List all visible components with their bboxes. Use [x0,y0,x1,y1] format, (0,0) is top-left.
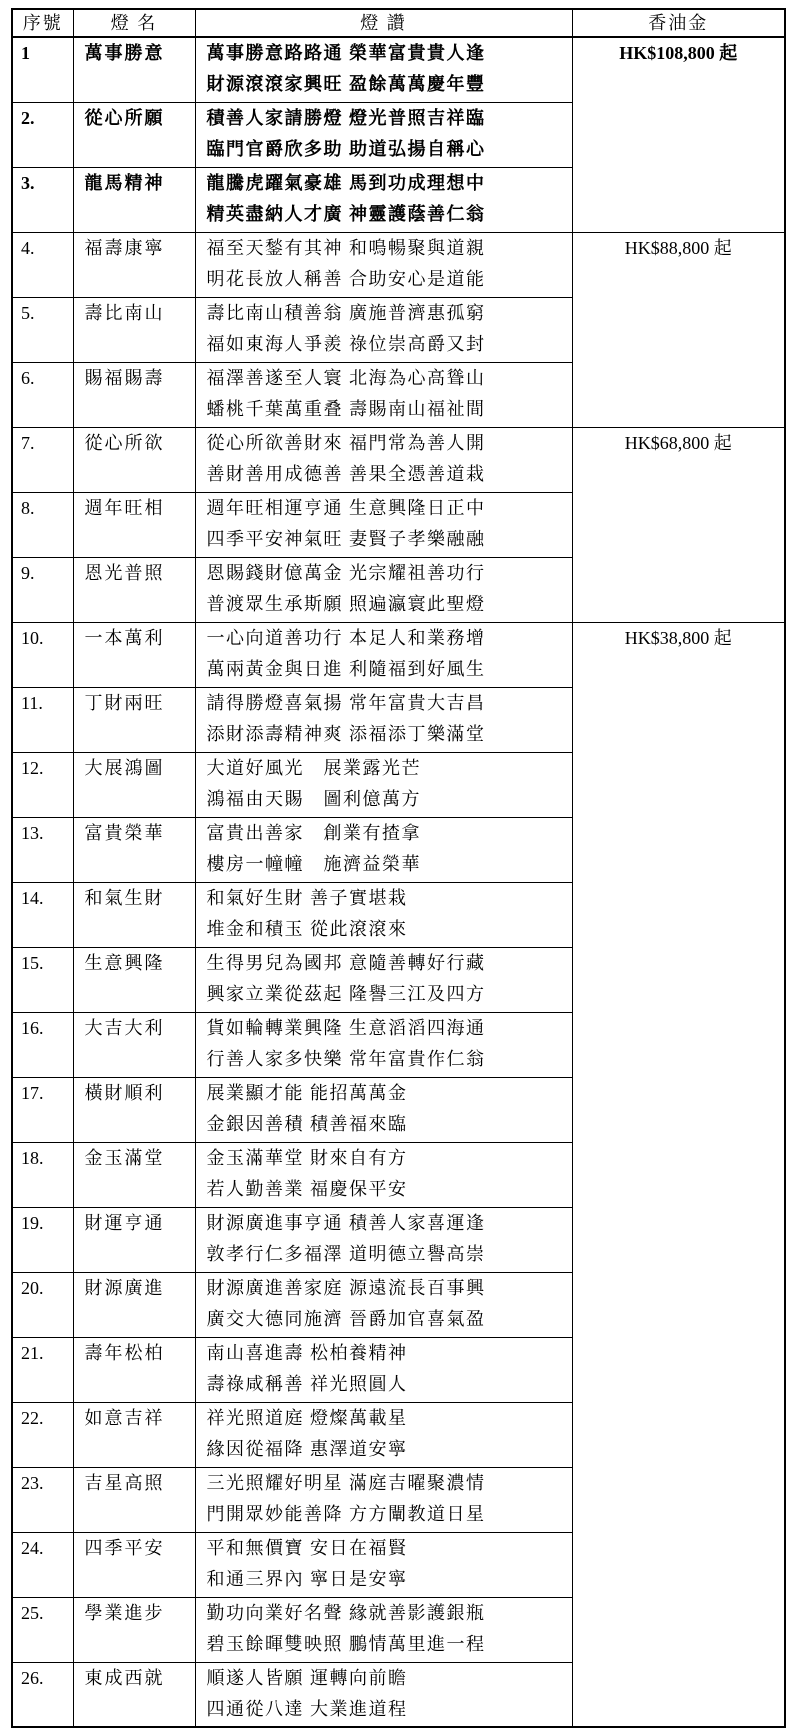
row-number: 25. [12,1597,73,1662]
lantern-verse [195,427,572,492]
lantern-verse [195,297,572,362]
row-number: 21. [12,1337,73,1402]
offering-price: HK$88,800 起 [572,232,785,427]
lantern-name: 壽年松柏 [73,1337,195,1402]
lantern-name: 金玉滿堂 [73,1142,195,1207]
row-number: 2. [12,102,73,167]
row-number: 13. [12,817,73,882]
verse-line: 金玉滿華堂 財來自有方 [206,1147,408,1168]
lantern-name: 財源廣進 [73,1272,195,1337]
verse-line: 展業顯才能 能招萬萬金 [206,1082,408,1103]
verse-line: 萬事勝意路路通 榮華富貴貴人逢 [206,43,486,63]
row-number: 3. [12,167,73,232]
verse-line: 萬兩黃金與日進 利隨福到好風生 [206,658,486,679]
lantern-name: 和氣生財 [73,882,195,947]
lantern-verse [195,557,572,622]
verse-line: 週年旺相運亨通 生意興隆日正中 [206,497,486,518]
verse-line: 樓房一幢幢 施濟益榮華 [206,853,421,874]
verse-line: 鴻福由天賜 圖利億萬方 [206,788,421,809]
row-number: 9. [12,557,73,622]
lantern-name: 大展鴻圖 [73,752,195,817]
verse-line: 一心向道善功行 本足人和業務增 [206,627,486,648]
lantern-verse [195,1337,572,1402]
verse-line: 臨門官爵欣多助 助道弘揚自稱心 [206,138,486,159]
verse-line: 精英盡納人才廣 神靈護蔭善仁翁 [206,203,486,224]
lantern-name: 一本萬利 [73,622,195,687]
verse-line: 順遂人皆願 運轉向前瞻 [206,1667,408,1688]
verse-line: 三光照耀好明星 滿庭吉曜聚濃情 [206,1472,486,1493]
lantern-name: 壽比南山 [73,297,195,362]
lantern-name: 學業進步 [73,1597,195,1662]
lantern-name: 四季平安 [73,1532,195,1597]
lantern-name: 福壽康寧 [73,232,195,297]
lantern-verse [195,947,572,1012]
row-number: 15. [12,947,73,1012]
lantern-name: 富貴榮華 [73,817,195,882]
table-row [12,427,785,492]
verse-line: 堆金和積玉 從此滾滾來 [206,918,408,939]
lantern-verse [195,882,572,947]
verse-line: 生得男兒為國邦 意隨善轉好行藏 [206,952,486,973]
row-number: 19. [12,1207,73,1272]
lantern-verse [195,622,572,687]
lantern-verse [195,1467,572,1532]
lantern-verse [195,1662,572,1727]
lantern-verse [195,817,572,882]
row-number: 1 [12,37,73,102]
verse-line: 緣因從福降 惠澤道安寧 [206,1438,408,1459]
verse-line: 財源滾滾家興旺 盈餘萬萬慶年豐 [206,74,486,94]
row-number: 20. [12,1272,73,1337]
verse-line: 平和無價寶 安日在福賢 [206,1537,408,1558]
lantern-name: 萬事勝意 [73,37,195,102]
lantern-name: 丁財兩旺 [73,687,195,752]
lantern-name: 週年旺相 [73,492,195,557]
lantern-name: 東成西就 [73,1662,195,1727]
lantern-verse [195,1077,572,1142]
row-number: 7. [12,427,73,492]
lantern-name: 吉星高照 [73,1467,195,1532]
verse-line: 行善人家多快樂 常年富貴作仁翁 [206,1048,486,1069]
header-lantern-name: 燈 名 [73,9,195,37]
verse-line: 壽祿咸稱善 祥光照圓人 [206,1373,408,1394]
lantern-verse [195,362,572,427]
lantern-name: 橫財順利 [73,1077,195,1142]
table-row [12,232,785,297]
lantern-name: 從心所欲 [73,427,195,492]
lantern-name: 生意興隆 [73,947,195,1012]
row-number: 8. [12,492,73,557]
row-number: 5. [12,297,73,362]
lantern-verse [195,492,572,557]
verse-line: 蟠桃千葉萬重叠 壽賜南山福祉間 [206,398,486,419]
lantern-price-table [11,8,786,1728]
verse-line: 敦孝行仁多福澤 道明德立譽高崇 [206,1243,486,1264]
verse-line: 添財添壽精神爽 添福添丁樂滿堂 [206,723,486,744]
lantern-verse [195,1532,572,1597]
verse-line: 普渡眾生承斯願 照遍瀛寰此聖燈 [206,593,486,614]
verse-line: 和通三界內 寧日是安寧 [206,1568,408,1589]
lantern-verse [195,37,572,102]
verse-line: 碧玉餘暉雙映照 鵬情萬里進一程 [206,1633,486,1654]
verse-line: 廣交大德同施濟 晉爵加官喜氣盈 [206,1308,486,1329]
header-lantern-verse: 燈 讚 [195,9,572,37]
verse-line: 福澤善遂至人寰 北海為心高聳山 [206,367,486,388]
verse-line: 四季平安神氣旺 妻賢子孝樂融融 [206,528,486,549]
verse-line: 南山喜進壽 松柏養精神 [206,1342,408,1363]
verse-line: 勤功向業好名聲 緣就善影護銀瓶 [206,1602,486,1623]
verse-line: 福至天鍫有其神 和鳴暢聚與道親 [206,237,486,258]
row-number: 4. [12,232,73,297]
header-offering: 香油金 [572,9,785,37]
row-number: 22. [12,1402,73,1467]
verse-line: 壽比南山積善翁 廣施普濟惠孤窮 [206,302,486,323]
verse-line: 龍騰虎躍氣豪雄 馬到功成理想中 [206,172,486,193]
row-number: 24. [12,1532,73,1597]
row-number: 11. [12,687,73,752]
lantern-name: 從心所願 [73,102,195,167]
verse-line: 積善人家請勝燈 燈光普照吉祥臨 [206,107,486,128]
lantern-name: 賜福賜壽 [73,362,195,427]
lantern-verse [195,1012,572,1077]
verse-line: 若人勤善業 福慶保平安 [206,1178,408,1199]
table-row [12,37,785,102]
verse-line: 金銀因善積 積善福來臨 [206,1113,408,1134]
lantern-verse [195,1597,572,1662]
verse-line: 貨如輪轉業興隆 生意滔滔四海通 [206,1017,486,1038]
verse-line: 祥光照道庭 燈燦萬載星 [206,1407,408,1428]
verse-line: 福如東海人爭羨 祿位崇高爵又封 [206,333,486,354]
table-header [12,9,785,37]
verse-line: 和氣好生財 善子實堪栽 [206,887,408,908]
offering-price: HK$38,800 起 [572,622,785,1727]
lantern-verse [195,102,572,167]
row-number: 26. [12,1662,73,1727]
lantern-name: 大吉大利 [73,1012,195,1077]
lantern-verse [195,1402,572,1467]
lantern-verse [195,687,572,752]
lantern-name: 龍馬精神 [73,167,195,232]
header-row [12,9,785,37]
row-number: 18. [12,1142,73,1207]
lantern-verse [195,167,572,232]
row-number: 6. [12,362,73,427]
row-number: 10. [12,622,73,687]
lantern-verse [195,232,572,297]
lantern-verse [195,1272,572,1337]
verse-line: 恩賜錢財億萬金 光宗耀祖善功行 [206,562,486,583]
verse-line: 明花長放人稱善 合助安心是道能 [206,268,486,289]
lantern-name: 恩光普照 [73,557,195,622]
lantern-verse [195,1142,572,1207]
verse-line: 大道好風光 展業露光芒 [206,757,421,778]
row-number: 14. [12,882,73,947]
offering-price: HK$68,800 起 [572,427,785,622]
row-number: 12. [12,752,73,817]
header-number: 序號 [12,9,73,37]
row-number: 17. [12,1077,73,1142]
verse-line: 請得勝燈喜氣揚 常年富貴大吉昌 [206,692,486,713]
verse-line: 富貴出善家 創業有揸拿 [206,822,421,843]
verse-line: 財源廣進善家庭 源遠流長百事興 [206,1277,486,1298]
verse-line: 財源廣進事亨通 積善人家喜運逢 [206,1212,486,1233]
lantern-verse [195,752,572,817]
lantern-verse [195,1207,572,1272]
lantern-name: 財運亨通 [73,1207,195,1272]
row-number: 16. [12,1012,73,1077]
offering-price: HK$108,800 起 [572,37,785,232]
table-row [12,622,785,687]
verse-line: 門開眾妙能善降 方方闡教道日星 [206,1503,486,1524]
lantern-table-body [12,37,785,1727]
verse-line: 興家立業從茲起 隆譽三江及四方 [206,983,486,1004]
verse-line: 四通從八達 大業進道程 [206,1698,408,1719]
lantern-name: 如意吉祥 [73,1402,195,1467]
row-number: 23. [12,1467,73,1532]
verse-line: 善財善用成德善 善果全憑善道栽 [206,463,486,484]
verse-line: 從心所欲善財來 福門常為善人開 [206,432,486,453]
